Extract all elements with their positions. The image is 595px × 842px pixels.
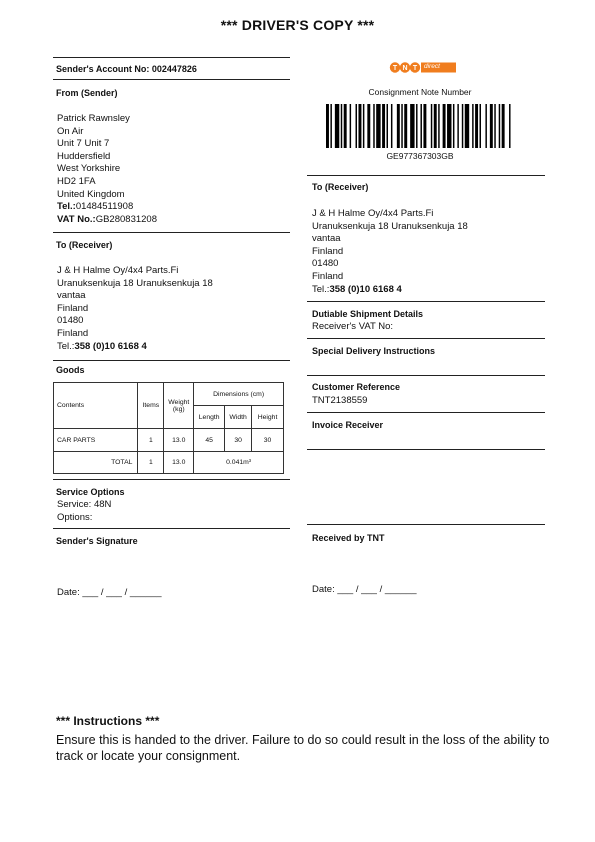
receiver-region: Finland <box>57 302 89 314</box>
goods-table <box>53 382 284 474</box>
total-row <box>54 452 284 474</box>
divider <box>307 301 545 302</box>
receiver-company: J & H Halme Oy/4x4 Parts.Fi <box>57 265 179 276</box>
receiver-label-right: To (Receiver) <box>312 182 369 192</box>
barcode-bar <box>335 104 339 148</box>
divider <box>307 375 545 376</box>
barcode-bar <box>350 104 351 148</box>
customer-reference-value: TNT2138559 <box>312 395 368 406</box>
service-line: Service: 48N <box>57 499 112 510</box>
barcode-bar <box>358 104 361 148</box>
from-sender-label: From (Sender) <box>56 88 118 98</box>
barcode-bar <box>499 104 500 148</box>
total-items: 1 <box>138 452 164 474</box>
document-title: *** DRIVER'S COPY *** <box>220 17 375 33</box>
barcode-bar <box>420 104 421 148</box>
received-by-tnt-label: Received by TNT <box>312 533 385 543</box>
barcode-bar <box>480 104 481 148</box>
sender-telephone <box>57 201 157 214</box>
barcode-bar <box>367 104 370 148</box>
barcode-bar <box>462 104 463 148</box>
barcode-bar <box>363 104 364 148</box>
consignment-note-label: Consignment Note Number <box>368 87 472 97</box>
barcode-bar <box>509 104 510 148</box>
special-delivery-label: Special Delivery Instructions <box>312 346 436 356</box>
receiver-tel-label: Tel.: <box>312 283 330 295</box>
receiver-country: Finland <box>57 327 89 339</box>
cell-length: 45 <box>194 429 225 452</box>
header-contents: Contents <box>54 383 138 429</box>
consignment-barcode <box>326 104 512 148</box>
cell-items: 1 <box>138 429 164 452</box>
receiver-region: Finland <box>312 245 344 257</box>
barcode-bar <box>431 104 432 148</box>
receiver-telephone <box>57 341 213 354</box>
svg-text:T: T <box>392 65 398 72</box>
sender-tel-label: Tel.: <box>57 201 76 213</box>
sender-vat-label: VAT No.: <box>57 213 96 225</box>
barcode-bar <box>465 104 469 148</box>
barcode-bar <box>494 104 495 148</box>
receiver-country: Finland <box>312 270 344 282</box>
barcode-bar <box>434 104 437 148</box>
sender-vat-value: GB280831208 <box>95 213 157 225</box>
receiver-company: J & H Halme Oy/4x4 Parts.Fi <box>312 208 434 219</box>
header-items: Items <box>138 383 164 429</box>
sender-city: Huddersfield <box>57 150 111 162</box>
table-row <box>54 429 284 452</box>
divider <box>307 338 545 339</box>
barcode-bar <box>485 104 486 148</box>
header-length: Length <box>194 406 225 429</box>
cell-contents: CAR PARTS <box>54 429 138 452</box>
barcode-bar <box>397 104 400 148</box>
barcode-bar <box>447 104 451 148</box>
total-weight: 13.0 <box>164 452 194 474</box>
receiver-tel-value: 358 (0)10 6168 4 <box>329 283 402 295</box>
barcode-bar <box>472 104 473 148</box>
divider <box>53 360 290 361</box>
receiver-street: Uranuksenkuja 18 Uranuksenkuja 18 <box>57 277 213 289</box>
invoice-receiver-label: Invoice Receiver <box>312 420 384 430</box>
barcode-bar <box>330 104 331 148</box>
barcode-bar <box>423 104 426 148</box>
receiver-city: vantaa <box>57 290 86 302</box>
senders-signature-label: Sender's Signature <box>56 536 138 546</box>
divider <box>53 479 290 480</box>
receiver-address-right <box>312 208 468 296</box>
sender-street: Unit 7 Unit 7 <box>57 138 110 150</box>
divider <box>53 79 290 80</box>
divider <box>307 412 545 413</box>
receiver-tel-value: 358 (0)10 6168 4 <box>74 340 147 352</box>
divider <box>53 528 290 529</box>
total-label: TOTAL <box>54 452 138 474</box>
barcode-bar <box>475 104 478 148</box>
barcode-bar <box>391 104 392 148</box>
receiver-address <box>57 265 213 353</box>
barcode-bar <box>490 104 493 148</box>
barcode-bar <box>326 104 329 148</box>
divider <box>307 524 545 525</box>
sender-address <box>57 113 157 226</box>
tnt-logo <box>389 61 457 74</box>
header-width: Width <box>225 406 252 429</box>
barcode-bar <box>387 104 388 148</box>
barcode-bar <box>404 104 407 148</box>
barcode-bar <box>382 104 385 148</box>
barcode-bar <box>443 104 446 148</box>
received-date-line: Date: ___ / ___ / ______ <box>312 584 417 595</box>
options-line: Options: <box>57 512 93 523</box>
instructions-text: Ensure this is handed to the driver. Failure to do so could result in the loss of the ability to track or locate your consignment. <box>56 733 550 763</box>
barcode-bar <box>344 104 347 148</box>
header-height: Height <box>252 406 284 429</box>
svg-text:T: T <box>412 65 418 72</box>
receiver-postcode: 01480 <box>57 315 84 327</box>
sender-county: West Yorkshire <box>57 163 121 175</box>
receiver-label: To (Receiver) <box>56 240 113 250</box>
cell-width: 30 <box>225 429 252 452</box>
barcode-bar <box>356 104 357 148</box>
sender-country: United Kingdom <box>57 188 125 200</box>
svg-text:N: N <box>402 65 408 72</box>
barcode-bar <box>341 104 342 148</box>
barcode-bar <box>401 104 402 148</box>
sender-date-line: Date: ___ / ___ / ______ <box>57 587 162 598</box>
barcode-bar <box>373 104 374 148</box>
logo-direct-text: direct <box>424 63 440 70</box>
divider <box>307 175 545 176</box>
header-dimensions: Dimensions (cm) <box>194 383 284 406</box>
barcode-bar <box>438 104 439 148</box>
sender-postcode: HD2 1FA <box>57 175 96 187</box>
divider <box>53 57 290 58</box>
barcode-bar <box>453 104 454 148</box>
receivers-vat-line: Receiver's VAT No: <box>312 321 394 332</box>
cell-height: 30 <box>252 429 284 452</box>
sender-vat <box>57 214 157 227</box>
service-options-label: Service Options <box>56 487 125 497</box>
barcode-bar <box>502 104 505 148</box>
barcode-bar <box>410 104 414 148</box>
sender-account-number: Sender's Account No: 002447826 <box>56 64 197 74</box>
receiver-tel-label: Tel.: <box>57 340 75 352</box>
receiver-telephone <box>312 284 468 297</box>
divider <box>307 449 545 450</box>
receiver-postcode: 01480 <box>312 258 339 270</box>
sender-tel-value: 01484511908 <box>75 201 134 213</box>
total-volume: 0.041m³ <box>194 452 284 474</box>
barcode-bar <box>457 104 458 148</box>
cell-weight: 13.0 <box>164 429 194 452</box>
barcode-bar <box>376 104 380 148</box>
receiver-city: vantaa <box>312 233 341 245</box>
customer-reference-label: Customer Reference <box>312 382 401 392</box>
divider <box>53 232 290 233</box>
instructions-title: *** Instructions *** <box>56 714 160 728</box>
consignment-number: GE977367303GB <box>386 151 454 161</box>
dutiable-shipment-label: Dutiable Shipment Details <box>312 309 424 319</box>
sender-name: Patrick Rawnsley <box>57 113 130 124</box>
goods-label: Goods <box>56 365 85 375</box>
sender-company: On Air <box>57 125 84 137</box>
barcode-bar <box>416 104 417 148</box>
header-weight: Weight (kg) <box>164 383 194 429</box>
receiver-street: Uranuksenkuja 18 Uranuksenkuja 18 <box>312 220 468 232</box>
